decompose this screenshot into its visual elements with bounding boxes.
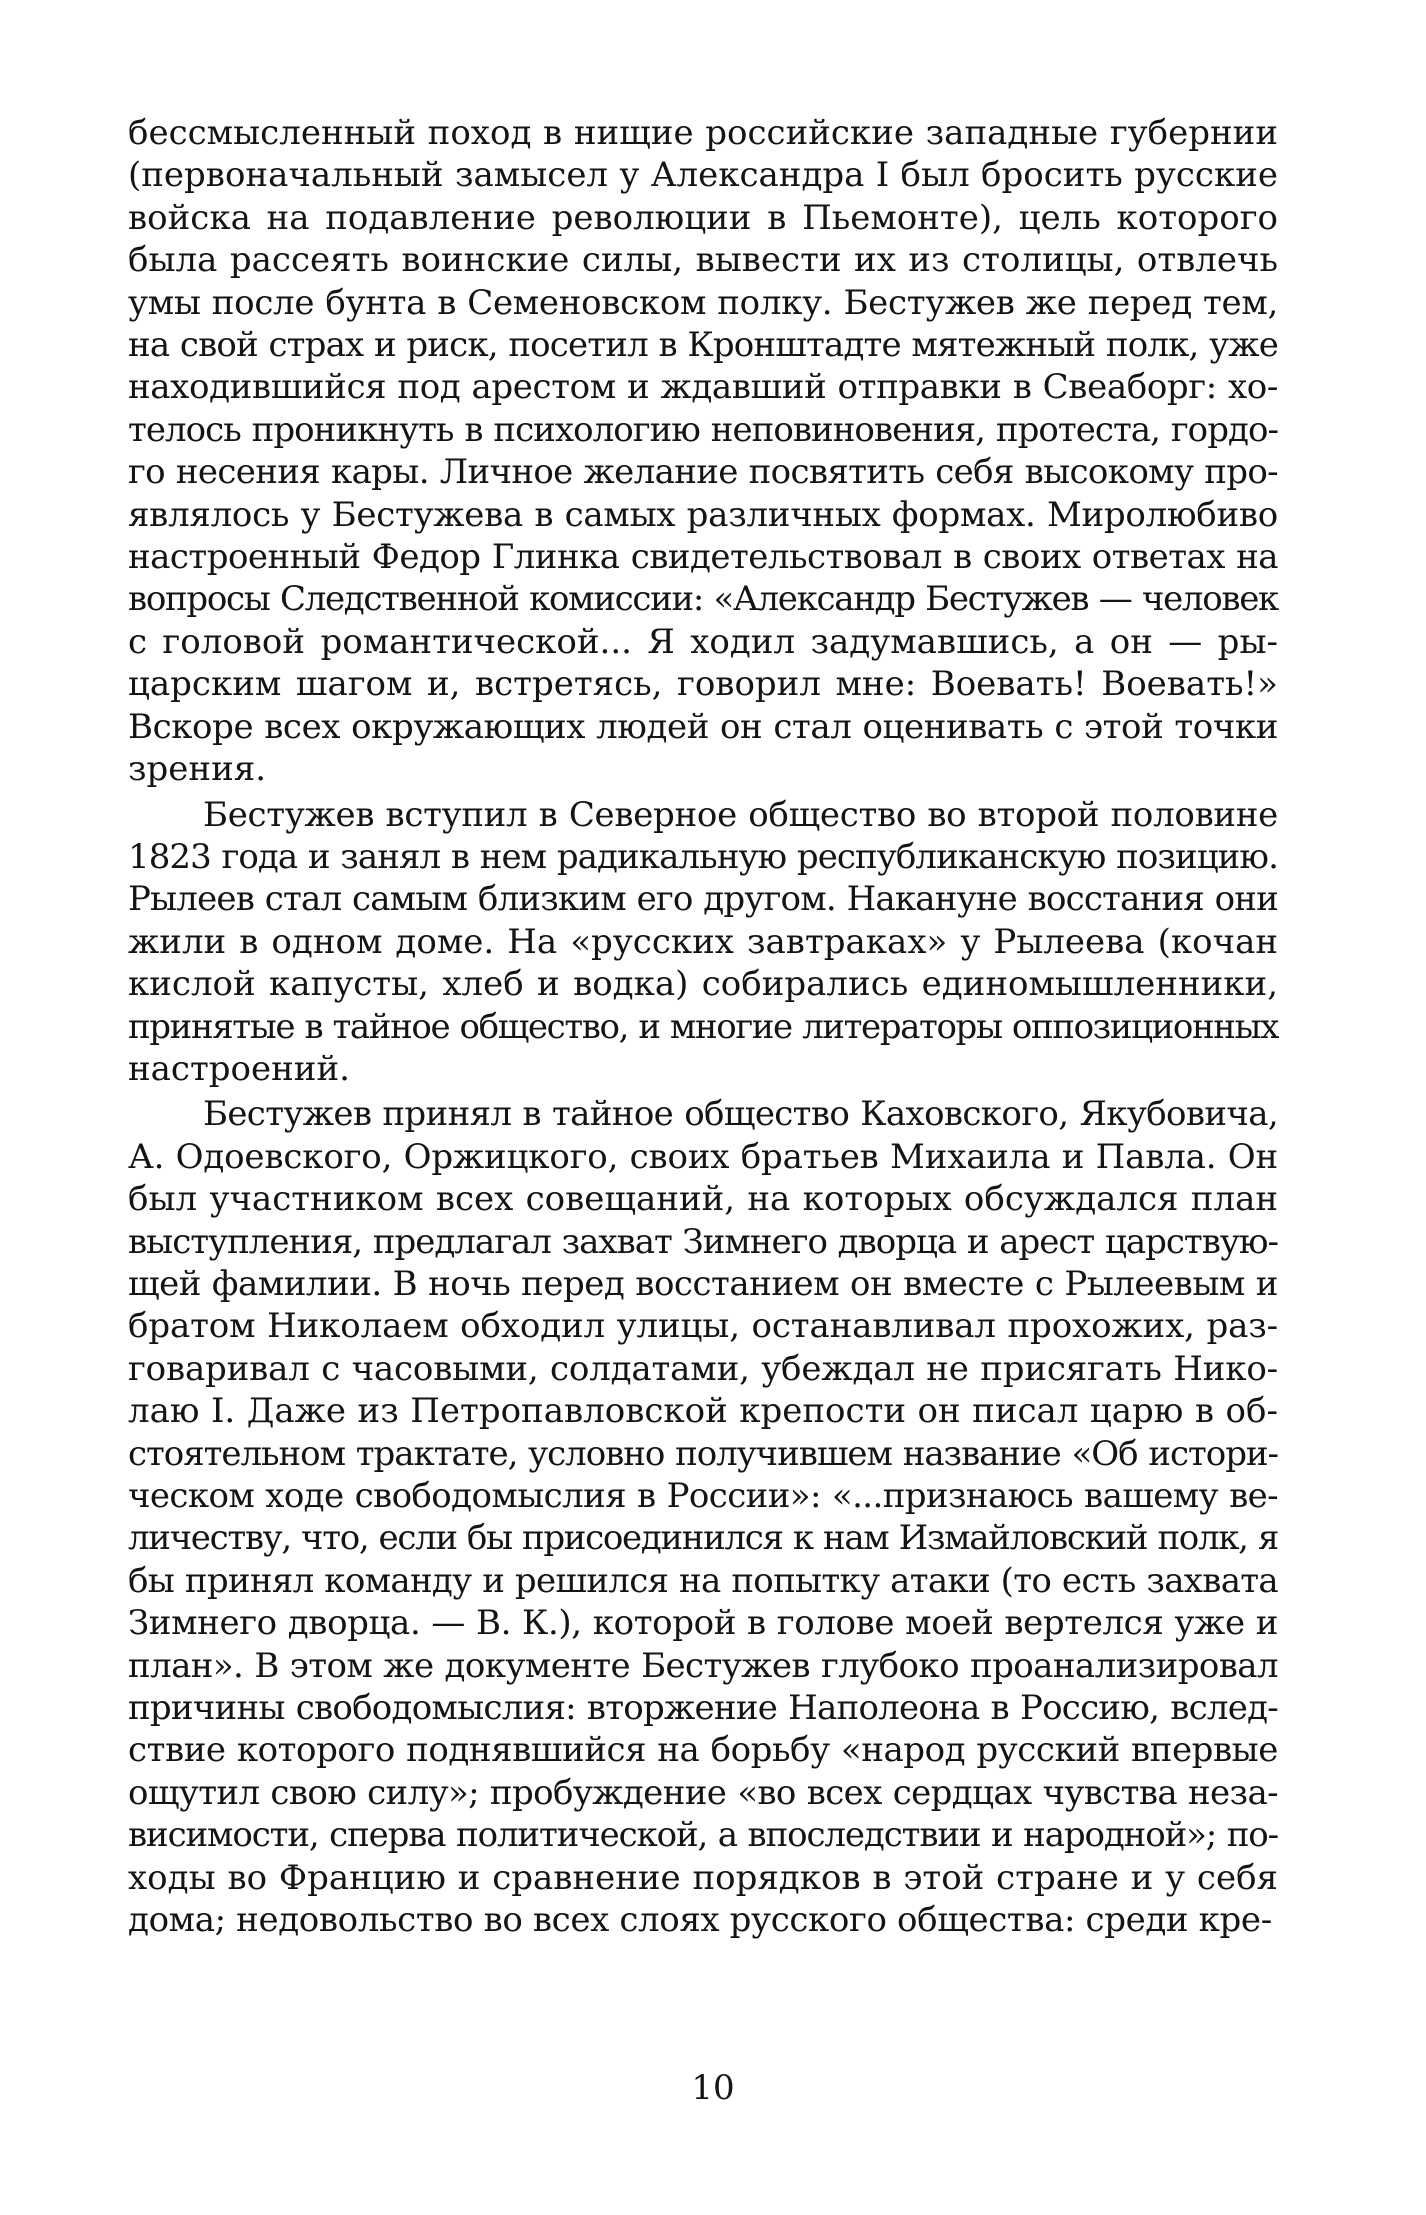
text-line: телось проникнуть в психологию неповиновения, протеста, гордо- bbox=[128, 409, 1278, 450]
text-line: (первоначальный замысел у Александра I был бросить русские bbox=[128, 155, 1278, 196]
text-line: вопросы Следственной комиссии: «Александр Бестужев — человек bbox=[128, 579, 1278, 620]
text-line: Вскоре всех окружающих людей он стал оценивать с этой точки bbox=[128, 706, 1278, 747]
text-line: был участником всех совещаний, на которых обсуждался план bbox=[128, 1179, 1278, 1220]
text-line: лаю I. Даже из Петропавловской крепости он писал царю в об- bbox=[128, 1391, 1278, 1432]
text-line: дома; недовольство во всех слоях русского общества: среди кре- bbox=[128, 1900, 1272, 1941]
text-line: на свой страх и риск, посетил в Кронштадте мятежный полк, уже bbox=[128, 325, 1278, 366]
body-text bbox=[128, 112, 1278, 1941]
text-line: царским шагом и, встретясь, говорил мне: Воевать! Воевать!» bbox=[128, 664, 1278, 705]
text-line: умы после бунта в Семеновском полку. Бестужев же перед тем, bbox=[128, 282, 1278, 323]
text-line: 1823 года и занял в нем радикальную республиканскую позицию. bbox=[128, 836, 1278, 877]
text-line: щей фамилии. В ночь перед восстанием он вместе с Рылеевым и bbox=[128, 1263, 1278, 1304]
text-line: ощутил свою силу»; пробуждение «во всех сердцах чувства неза- bbox=[128, 1772, 1278, 1813]
text-line: настроенный Федор Глинка свидетельствовал в своих ответах на bbox=[128, 537, 1278, 578]
text-line: бы принял команду и решился на попытку атаки (то есть захвата bbox=[128, 1560, 1278, 1601]
text-line: была рассеять воинские силы, вывести их из столицы, отвлечь bbox=[128, 240, 1278, 281]
text-line: жили в одном доме. На «русских завтраках» у Рылеева (кочан bbox=[128, 921, 1278, 962]
text-line: с головой романтической... Я ходил задумавшись, а он — ры- bbox=[128, 621, 1278, 662]
text-line: план». В этом же документе Бестужев глубоко проанализировал bbox=[128, 1645, 1278, 1686]
text-line: личеству, что, если бы присоединился к нам Измайловский полк, я bbox=[128, 1518, 1278, 1559]
text-line: ствие которого поднявшийся на борьбу «народ русский впервые bbox=[128, 1730, 1278, 1771]
text-line: Зимнего дворца. — В. К.), которой в голове моей вертелся уже и bbox=[128, 1603, 1278, 1644]
text-line: бессмысленный поход в нищие российские западные губернии bbox=[128, 113, 1278, 153]
text-line: настроений. bbox=[128, 1048, 350, 1089]
text-line: находившийся под арестом и ждавший отправки в Свеаборг: хо- bbox=[128, 367, 1278, 408]
text-line: ходы во Францию и сравнение порядков в этой стране и у себя bbox=[128, 1857, 1278, 1898]
text-line: го несения кары. Личное желание посвятить себя высокому про- bbox=[128, 452, 1278, 493]
paragraph bbox=[128, 794, 1278, 1091]
page-number: 10 bbox=[691, 2068, 735, 2108]
text-line: висимости, сперва политической, а впоследствии и народной»; по- bbox=[128, 1815, 1278, 1856]
text-line: кислой капусты, хлеб и водка) собирались единомышленники, bbox=[128, 964, 1278, 1005]
text-line: Бестужев принял в тайное общество Каховского, Якубовича, bbox=[203, 1094, 1278, 1135]
text-line: принятые в тайное общество, и многие литераторы оппозиционных bbox=[128, 1006, 1278, 1047]
paragraph bbox=[128, 1093, 1278, 1941]
text-line: Рылеев стал самым близким его другом. Накануне восстания они bbox=[128, 879, 1278, 920]
text-line: войска на подавление революции в Пьемонте), цель которого bbox=[128, 197, 1278, 238]
text-line: братом Николаем обходил улицы, останавливал прохожих, раз- bbox=[128, 1306, 1278, 1347]
paragraph bbox=[128, 112, 1278, 791]
text-line: говаривал с часовыми, солдатами, убеждал не присягать Нико- bbox=[128, 1348, 1278, 1389]
text-line: А. Одоевского, Оржицкого, своих братьев Михаила и Павла. Он bbox=[128, 1136, 1278, 1177]
text-line: ческом ходе свободомыслия в России»: «...признаюсь вашему ве- bbox=[128, 1476, 1278, 1516]
text-line: выступления, предлагал захват Зимнего дворца и арест царствую- bbox=[128, 1221, 1278, 1262]
text-line: причины свободомыслия: вторжение Наполеона в Россию, вслед- bbox=[128, 1688, 1278, 1729]
text-line: стоятельном трактате, условно получившем название «Об истори- bbox=[128, 1433, 1278, 1474]
text-line: Бестужев вступил в Северное общество во второй половине bbox=[203, 794, 1278, 835]
text-line: являлось у Бестужева в самых различных формах. Миролюбиво bbox=[128, 494, 1278, 535]
text-line: зрения. bbox=[128, 749, 267, 790]
